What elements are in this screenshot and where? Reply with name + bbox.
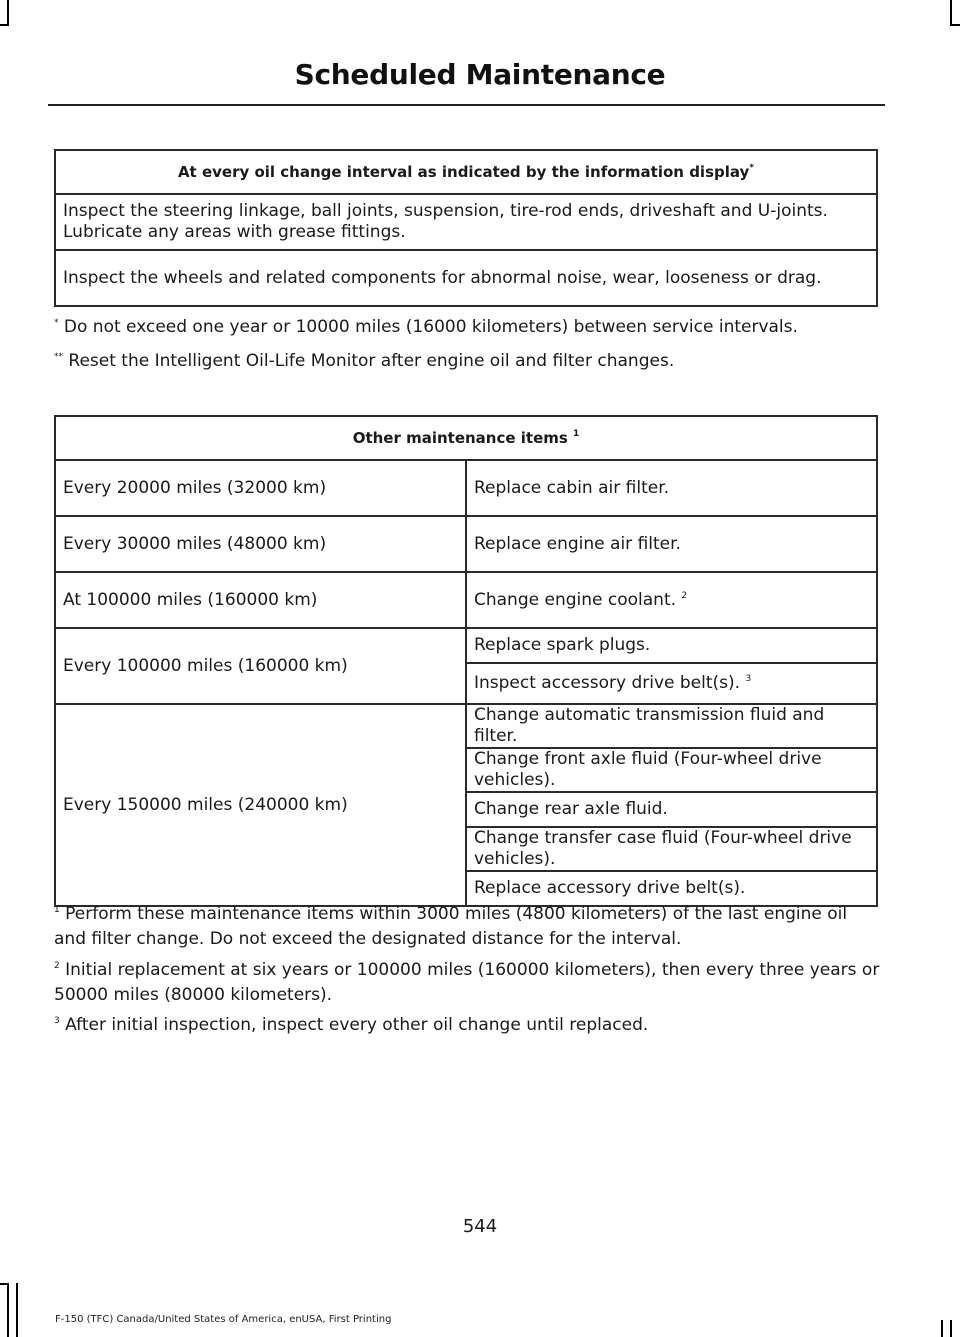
interval-cell: Every 100000 miles (160000 km) <box>55 628 466 704</box>
interval-cell: At 100000 miles (160000 km) <box>55 572 466 628</box>
footnote-marker: ** <box>54 352 63 362</box>
footnote: $^3$ After initial inspection, inspect every other oil change until replaced. <box>54 1015 649 1035</box>
maintenance-item: Change engine coolant. $^2$ <box>466 572 877 628</box>
footnote-marker: 1 <box>54 905 60 915</box>
footnote-marker: 2 <box>681 590 688 601</box>
oil-change-interval-table <box>54 149 878 307</box>
footnote-marker: * <box>54 318 59 328</box>
footnote-marker: 3 <box>54 1016 60 1026</box>
footer-text: F-150 (TFC) Canada/United States of America, enUSA, First Printing <box>55 1314 392 1325</box>
table-row: Inspect the wheels and related components for abnormal noise, wear, looseness or drag. <box>55 250 877 306</box>
page-number: 544 <box>462 1216 498 1237</box>
maintenance-item: Replace cabin air filter. <box>466 460 877 516</box>
maintenance-item: Replace accessory drive belt(s). <box>466 871 877 906</box>
footnote: $^2$ Initial replacement at six years or 100000 miles (160000 kilometers), then every three years or 50000 miles (80000 kilometers). <box>54 960 880 1005</box>
footnote-marker: 2 <box>54 961 60 971</box>
maintenance-item: Change transfer case fluid (Four-wheel drive vehicles). <box>466 827 877 871</box>
maintenance-item: Replace spark plugs. <box>466 628 877 663</box>
table-row: Inspect the steering linkage, ball joints, suspension, tire-rod ends, driveshaft and U-joints. Lubricate any areas with grease fittings. <box>55 194 877 250</box>
crop-mark <box>7 0 9 24</box>
footnote: $^1$ Perform these maintenance items within 3000 miles (4800 kilometers) of the last engine oil and filter change. Do not exceed the designated distance for the interval. <box>54 904 848 949</box>
crop-mark <box>0 24 9 26</box>
crop-mark <box>7 1283 9 1337</box>
footnote-marker: 1 <box>573 428 580 439</box>
page-title: Scheduled Maintenance <box>294 58 666 91</box>
title-divider <box>48 104 885 106</box>
crop-mark <box>950 1320 952 1337</box>
footnote-marker: 3 <box>745 674 752 684</box>
maintenance-item: Replace engine air filter. <box>466 516 877 572</box>
maintenance-item: Change automatic transmission fluid and filter. <box>466 704 877 748</box>
crop-mark <box>0 1283 9 1285</box>
crop-mark <box>941 1320 943 1337</box>
crop-mark <box>16 1283 18 1337</box>
oil-change-table-header: At every oil change interval as indicated by the information display* <box>55 150 877 194</box>
other-maintenance-table <box>54 415 878 907</box>
maintenance-item: Change rear axle fluid. <box>466 792 877 827</box>
interval-cell: Every 150000 miles (240000 km) <box>55 704 466 906</box>
footnote-marker: * <box>749 162 755 173</box>
crop-mark <box>950 24 960 26</box>
other-maintenance-table-header: Other maintenance items $^1$ <box>55 416 877 460</box>
interval-cell: Every 20000 miles (32000 km) <box>55 460 466 516</box>
maintenance-item: Change front axle fluid (Four-wheel drive vehicles). <box>466 748 877 792</box>
footnote: * Do not exceed one year or 10000 miles (16000 kilometers) between service intervals. <box>54 317 798 337</box>
maintenance-item: Inspect accessory drive belt(s). $^3$ <box>466 663 877 704</box>
interval-cell: Every 30000 miles (48000 km) <box>55 516 466 572</box>
footnote: ** Reset the Intelligent Oil-Life Monitor after engine oil and filter changes. <box>54 351 675 371</box>
crop-mark <box>950 0 952 24</box>
